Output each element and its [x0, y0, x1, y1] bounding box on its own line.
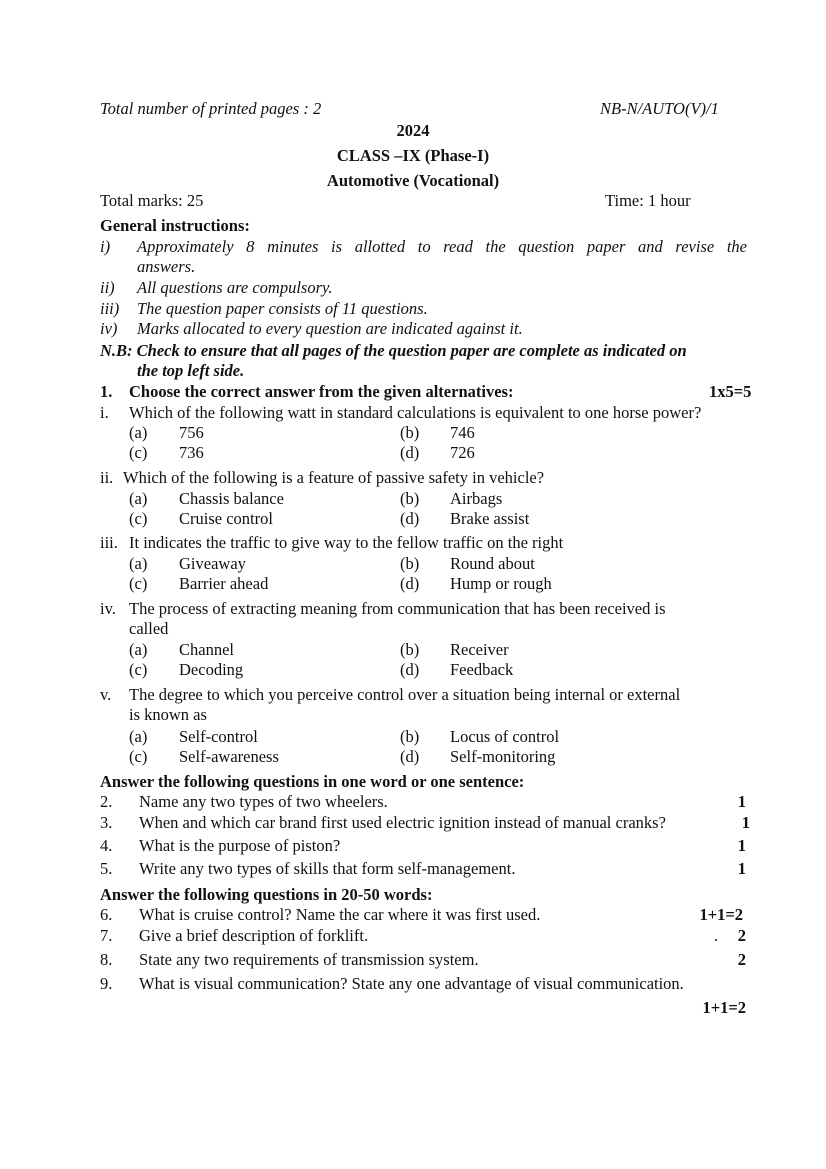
subq-text: Which of the following watt in standard calculations is equivalent to one horse power?: [129, 403, 702, 422]
option-label: (c): [129, 574, 148, 593]
subject-title: Automotive (Vocational): [326, 171, 500, 190]
option-label: (a): [129, 554, 148, 573]
question-text: Write any two types of skills that form self-management.: [139, 859, 516, 878]
option-text: Barrier ahead: [179, 574, 269, 593]
exam-time: Time: 1 hour: [605, 191, 691, 210]
question-text: Give a brief description of forklift.: [139, 926, 369, 945]
instruction-num: i): [100, 237, 111, 256]
instruction-num: iii): [100, 299, 120, 318]
option-label: (a): [129, 640, 148, 659]
option-text: Airbags: [450, 489, 503, 508]
option-text: Self-monitoring: [450, 747, 556, 766]
question-marks: 1: [737, 859, 746, 878]
option-label: (b): [400, 489, 420, 508]
question-text: Name any two types of two wheelers.: [139, 792, 388, 811]
option-label: (a): [129, 727, 148, 746]
option-label: (c): [129, 509, 148, 528]
question-number: 5.: [100, 859, 113, 878]
option-text: Locus of control: [450, 727, 560, 746]
option-label: (a): [129, 489, 148, 508]
subq-text-cont: called: [129, 619, 169, 638]
section-title: Answer the following questions in one word or one sentence:: [100, 772, 525, 791]
instructions-title: General instructions:: [100, 216, 250, 235]
question-text: State any two requirements of transmission system.: [139, 950, 479, 969]
question-marks: 2: [737, 926, 746, 945]
subq-num: i.: [100, 403, 109, 422]
printed-pages: Total number of printed pages : 2: [100, 99, 322, 118]
instruction-text: Approximately 8 minutes is allotted to read the question paper and revise the: [137, 237, 747, 256]
option-label: (d): [400, 574, 420, 593]
subq-num: v.: [100, 685, 112, 704]
stray-dot: .: [714, 926, 719, 945]
option-label: (b): [400, 640, 420, 659]
instruction-text: All questions are compulsory.: [137, 278, 333, 297]
option-label: (c): [129, 660, 148, 679]
question-number: 3.: [100, 813, 113, 832]
option-label: (a): [129, 423, 148, 442]
question-number: 9.: [100, 974, 113, 993]
nb-note-cont: the top left side.: [137, 361, 245, 380]
question-marks: 1+1=2: [702, 998, 746, 1017]
question-marks: 1+1=2: [699, 905, 743, 924]
instruction-num: iv): [100, 319, 118, 338]
subq-num: ii.: [100, 468, 114, 487]
paper-code: NB-N/AUTO(V)/1: [600, 99, 719, 118]
subq-text: It indicates the traffic to give way to the fellow traffic on the right: [129, 533, 564, 552]
question-text: What is cruise control? Name the car where it was first used.: [139, 905, 541, 924]
nb-note: N.B: Check to ensure that all pages of the question paper are complete as indicated on: [100, 341, 687, 360]
instruction-text: Marks allocated to every question are indicated against it.: [137, 319, 523, 338]
option-text: Brake assist: [450, 509, 530, 528]
question-marks: 1: [737, 792, 746, 811]
question-text: When and which car brand first used electric ignition instead of manual cranks?: [139, 813, 666, 832]
q1-marks: 1x5=5: [709, 382, 752, 401]
option-text: Decoding: [179, 660, 244, 679]
subq-text: Which of the following is a feature of passive safety in vehicle?: [123, 468, 545, 487]
option-text: Round about: [450, 554, 535, 573]
instruction-num: ii): [100, 278, 115, 297]
option-label: (b): [400, 554, 420, 573]
question-marks: 1: [737, 836, 746, 855]
question-number: 7.: [100, 926, 113, 945]
question-text: What is the purpose of piston?: [139, 836, 341, 855]
question-number: 2.: [100, 792, 113, 811]
option-text: 756: [179, 423, 204, 442]
option-text: Self-awareness: [179, 747, 279, 766]
option-text: Hump or rough: [450, 574, 552, 593]
subq-text: The process of extracting meaning from communication that has been received is: [129, 599, 666, 618]
option-label: (c): [129, 747, 148, 766]
option-label: (d): [400, 747, 420, 766]
option-text: Giveaway: [179, 554, 246, 573]
exam-year: 2024: [396, 121, 430, 140]
question-number: 4.: [100, 836, 113, 855]
option-label: (b): [400, 727, 420, 746]
option-label: (c): [129, 443, 148, 462]
option-text: Cruise control: [179, 509, 273, 528]
subq-text: The degree to which you perceive control over a situation being internal or external: [129, 685, 681, 704]
total-marks: Total marks: 25: [100, 191, 204, 210]
section-title: Answer the following questions in 20-50 words:: [100, 885, 433, 904]
option-text: Feedback: [450, 660, 514, 679]
option-text: Chassis balance: [179, 489, 284, 508]
option-text: 726: [450, 443, 475, 462]
instruction-text-cont: answers.: [137, 257, 196, 276]
question-number: 6.: [100, 905, 113, 924]
option-label: (b): [400, 423, 420, 442]
class-title: CLASS –IX (Phase-I): [336, 146, 490, 165]
q1-number: 1.: [100, 382, 113, 401]
question-text: What is visual communication? State any one advantage of visual communication.: [139, 974, 684, 993]
subq-text-cont: is known as: [129, 705, 207, 724]
question-marks: 2: [737, 950, 746, 969]
option-text: Channel: [179, 640, 234, 659]
option-text: Self-control: [179, 727, 258, 746]
instruction-text: The question paper consists of 11 questions.: [137, 299, 428, 318]
question-marks: 1: [741, 813, 750, 832]
subq-num: iii.: [100, 533, 118, 552]
q1-text: Choose the correct answer from the given alternatives:: [129, 382, 514, 401]
option-text: 736: [179, 443, 204, 462]
question-number: 8.: [100, 950, 113, 969]
option-label: (d): [400, 443, 420, 462]
subq-num: iv.: [100, 599, 116, 618]
option-text: 746: [450, 423, 475, 442]
option-label: (d): [400, 509, 420, 528]
option-text: Receiver: [450, 640, 509, 659]
option-label: (d): [400, 660, 420, 679]
